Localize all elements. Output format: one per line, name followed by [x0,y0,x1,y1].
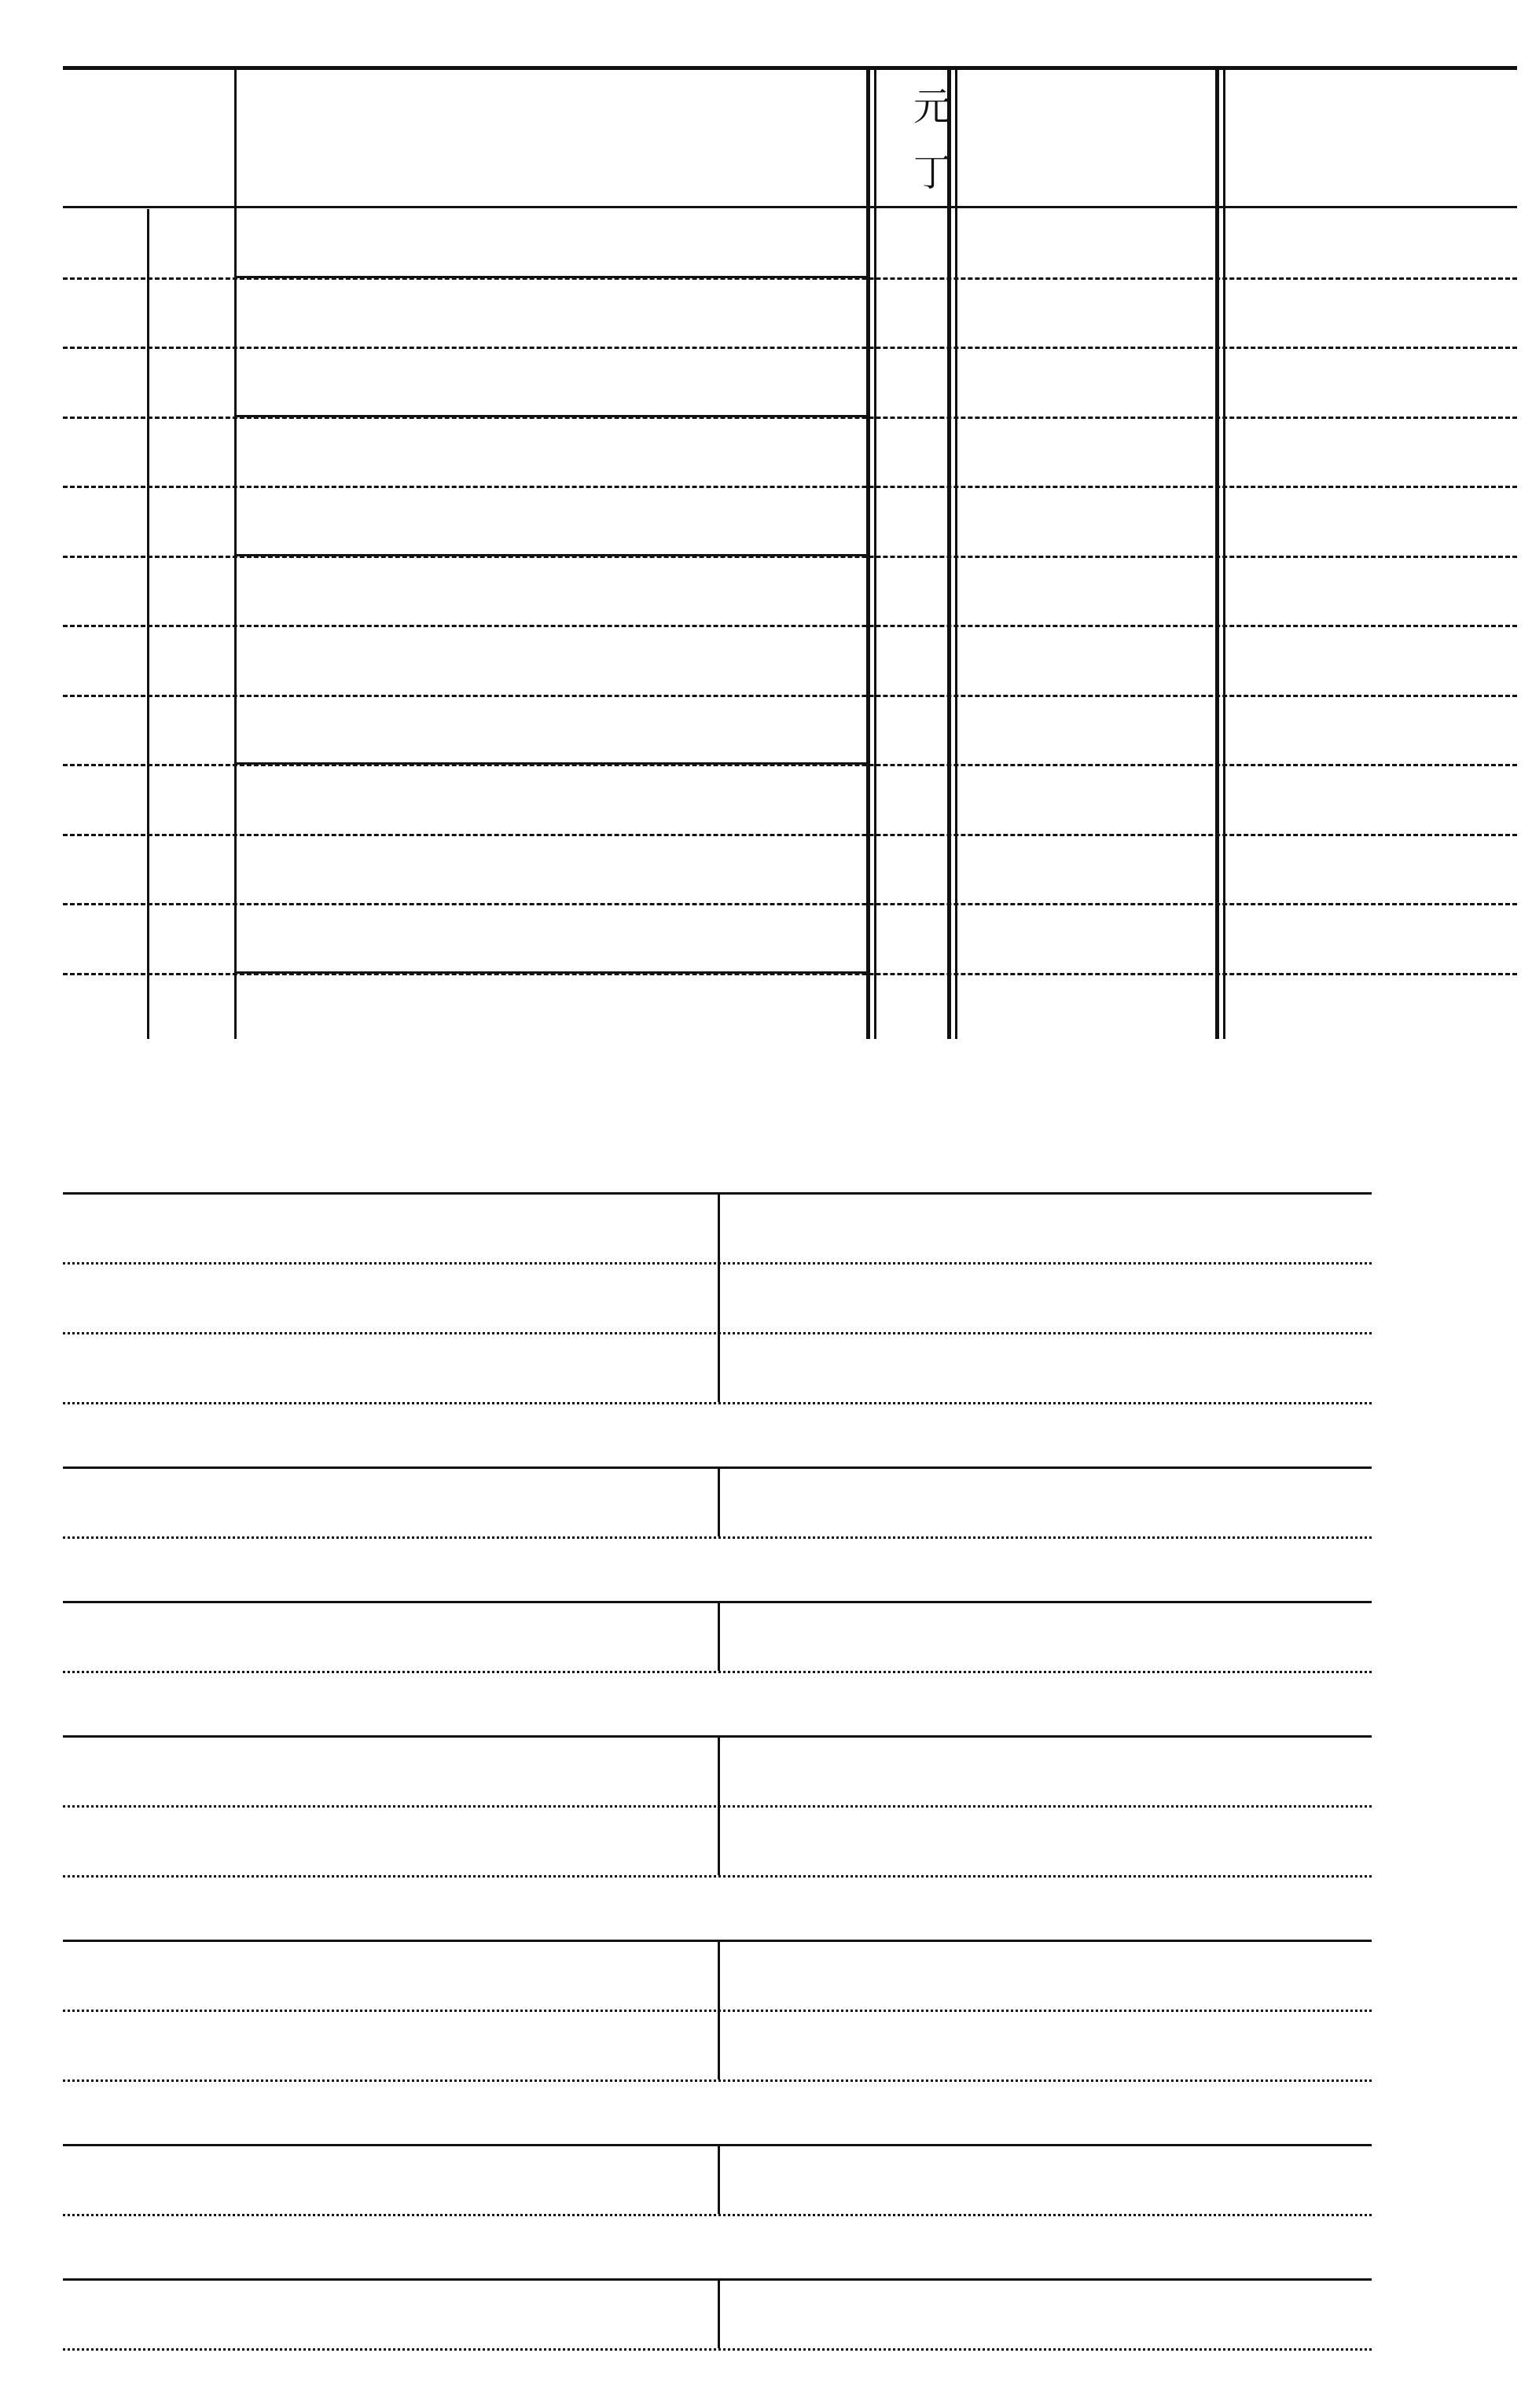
entry-end-rule [234,276,868,278]
ledger-row-rule [63,2348,1372,2351]
entry-end-rule [234,762,868,765]
col-debit-right [1215,69,1219,1039]
ledger-center-line [718,2144,720,2214]
col-ref-right [947,69,951,1039]
col-description-right-2 [874,69,876,1039]
entry-end-rule [234,554,868,556]
ledger-center-line [718,1466,720,1536]
ledger-row-rule [63,1536,1372,1539]
ledger-center-line [718,1601,720,1671]
ledger-center-line [718,1735,720,1875]
ledger-row-rule [63,1402,1372,1404]
ledger-row-rule [63,2214,1372,2216]
header-post-ref-top: 元 [913,85,952,129]
col-month-right [147,209,149,1039]
ledger-row-rule [63,1875,1372,1878]
col-debit-right-2 [1223,69,1225,1039]
col-ref-right-2 [955,69,957,1039]
journal-row-rule [63,903,1517,905]
ledger-center-line [718,2278,720,2348]
journal-row-rule [63,625,1517,627]
journal-row-rule [63,834,1517,836]
header-post-ref-bottom: 丁 [913,151,952,195]
journal-top-rule [63,66,1517,70]
journal-row-rule [63,695,1517,697]
entry-end-rule [234,415,868,417]
ledger-row-rule [63,2079,1372,2082]
entry-end-rule [234,971,868,974]
ledger-row-rule [63,1671,1372,1673]
ledger-center-line [718,1192,720,1402]
journal-header-rule [63,206,1517,208]
journal-row-rule [63,486,1517,488]
journal-row-rule [63,347,1517,349]
ledger-center-line [718,1940,720,2079]
